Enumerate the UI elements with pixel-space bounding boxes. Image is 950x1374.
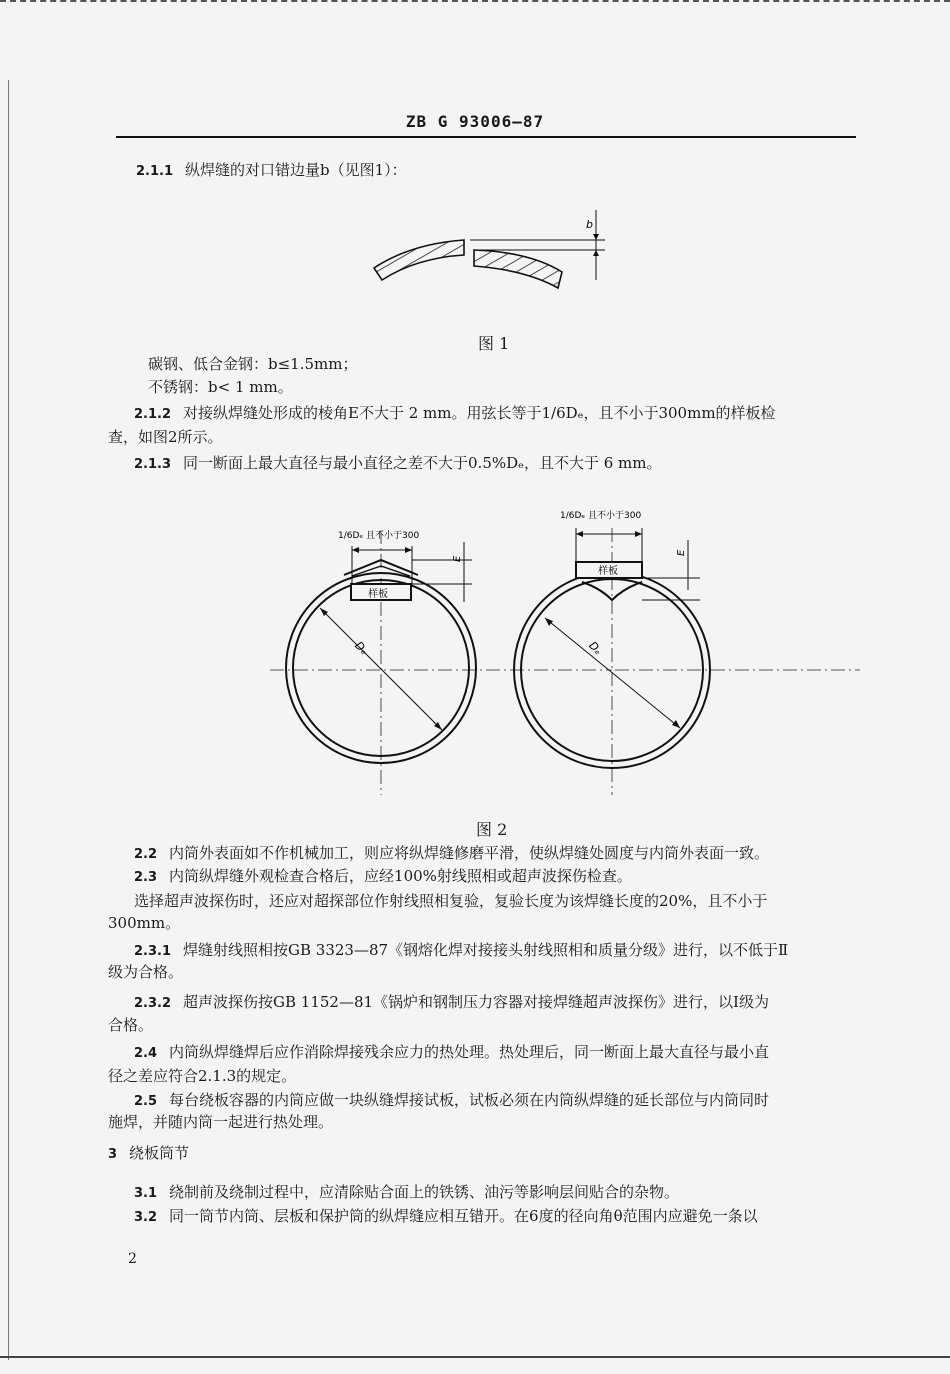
right-chord-label: 1/6Dₑ 且不小于300 bbox=[560, 511, 642, 521]
section-3-2 bbox=[134, 1206, 758, 1228]
header-rule bbox=[116, 136, 856, 138]
section-2-1-2 bbox=[134, 403, 776, 425]
left-template-label: 样板 bbox=[368, 589, 388, 600]
page-left-edge bbox=[8, 80, 11, 1360]
section-2-4-line2: 径之差应符合2.1.3的规定。 bbox=[108, 1067, 297, 1085]
section-2-3-1 bbox=[134, 940, 788, 962]
section-2-5-line2: 施焊，并随内筒一起进行热处理。 bbox=[108, 1113, 334, 1131]
section-title: 绕板筒节 bbox=[129, 1144, 190, 1162]
section-number: 3 bbox=[108, 1147, 118, 1162]
left-cylinder-diagram bbox=[270, 529, 612, 795]
figure-1-caption: 图 1 bbox=[478, 334, 510, 353]
figure-1-weld-misalignment bbox=[360, 200, 620, 300]
section-text: 内筒外表面如不作机械加工，则应将纵焊缝修磨平滑，使纵焊缝处圆度与内筒外表面一致。 bbox=[169, 844, 770, 862]
section-text: 对接纵焊缝处形成的棱角E不大于 2 mm。用弦长等于1/6Dₑ，且不小于300mm的样板检 bbox=[183, 404, 776, 422]
section-number: 2.1.2 bbox=[134, 407, 172, 422]
page-bottom-edge bbox=[0, 1356, 950, 1358]
right-diameter-label: Dₑ bbox=[586, 638, 605, 658]
section-2-3-2 bbox=[134, 992, 769, 1014]
section-text: 同一筒节内筒、层板和保护筒的纵焊缝应相互错开。在6度的径向角θ范围内应避免一条以 bbox=[169, 1207, 758, 1225]
section-number: 2.1.1 bbox=[136, 164, 174, 179]
section-text: 每台绕板容器的内筒应做一块纵缝焊接试板，试板必须在内筒纵焊缝的延长部位与内筒同时 bbox=[169, 1091, 770, 1109]
section-number: 2.3.1 bbox=[134, 944, 172, 959]
section-2-1-2-line2: 查，如图2所示。 bbox=[108, 428, 223, 446]
section-2-3-para-line2: 300mm。 bbox=[108, 914, 181, 932]
section-text: 焊缝射线照相按GB 3323—87《钢熔化焊对接接头射线照相和质量分级》进行，以不低于Ⅱ bbox=[183, 941, 789, 959]
section-text: 纵焊缝的对口错边量b（见图1）： bbox=[185, 161, 407, 179]
section-text: 超声波探伤按GB 1152—81《锅炉和钢制压力容器对接焊缝超声波探伤》进行，以Ⅰ级为 bbox=[183, 993, 769, 1011]
section-2-1-1 bbox=[136, 160, 407, 182]
section-2-3-2-line2: 合格。 bbox=[108, 1016, 154, 1034]
section-number: 2.2 bbox=[134, 847, 158, 862]
right-plate bbox=[474, 250, 562, 288]
section-2-3-1-line2: 级为合格。 bbox=[108, 963, 184, 981]
section-number: 2.1.3 bbox=[134, 457, 172, 472]
section-number: 3.1 bbox=[134, 1186, 158, 1201]
b-dimension-label: b bbox=[586, 218, 593, 231]
section-3-1 bbox=[134, 1182, 679, 1204]
section-number: 2.3 bbox=[134, 870, 158, 885]
section-text: 内筒纵焊缝外观检查合格后，应经100%射线照相或超声波探伤检查。 bbox=[169, 867, 632, 885]
section-2-3 bbox=[134, 866, 632, 888]
section-2-1-3 bbox=[134, 453, 662, 475]
standard-code-header: ZB G 93006—87 bbox=[405, 112, 545, 131]
left-chord-label: 1/6Dₑ 且不小于300 bbox=[338, 531, 420, 541]
right-cylinder-diagram bbox=[514, 509, 860, 795]
section-2-2 bbox=[134, 843, 769, 865]
limit-carbon-steel: 碳钢、低合金钢：b≤1.5mm； bbox=[148, 355, 358, 373]
section-number: 2.5 bbox=[134, 1094, 158, 1109]
page-number: 2 bbox=[128, 1251, 137, 1267]
left-e-label: E bbox=[452, 555, 463, 562]
section-number: 3.2 bbox=[134, 1210, 158, 1225]
page-top-edge bbox=[0, 0, 950, 6]
section-number: 2.4 bbox=[134, 1046, 158, 1061]
section-number: 2.3.2 bbox=[134, 996, 172, 1011]
right-e-label: E bbox=[676, 549, 687, 556]
left-plate bbox=[374, 240, 464, 280]
section-text: 内筒纵焊缝焊后应作消除焊接残余应力的热处理。热处理后，同一断面上最大直径与最小直 bbox=[169, 1043, 770, 1061]
figure-2-template-check bbox=[260, 500, 870, 810]
limit-stainless-steel: 不锈钢：b< 1 mm。 bbox=[148, 378, 293, 396]
section-text: 同一断面上最大直径与最小直径之差不大于0.5%Dₑ，且不大于 6 mm。 bbox=[183, 454, 662, 472]
right-template-label: 样板 bbox=[598, 566, 618, 577]
figure-2-caption: 图 2 bbox=[476, 820, 508, 839]
left-diameter-label: Dₑ bbox=[352, 638, 371, 658]
section-3-heading bbox=[108, 1143, 189, 1165]
section-2-5 bbox=[134, 1090, 769, 1112]
section-2-3-para-line1: 选择超声波探伤时，还应对超探部位作射线照相复验，复验长度为该焊缝长度的20%，且不小于 bbox=[134, 892, 768, 910]
section-2-4 bbox=[134, 1042, 769, 1064]
section-text: 绕制前及绕制过程中，应清除贴合面上的铁锈、油污等影响层间贴合的杂物。 bbox=[169, 1183, 680, 1201]
